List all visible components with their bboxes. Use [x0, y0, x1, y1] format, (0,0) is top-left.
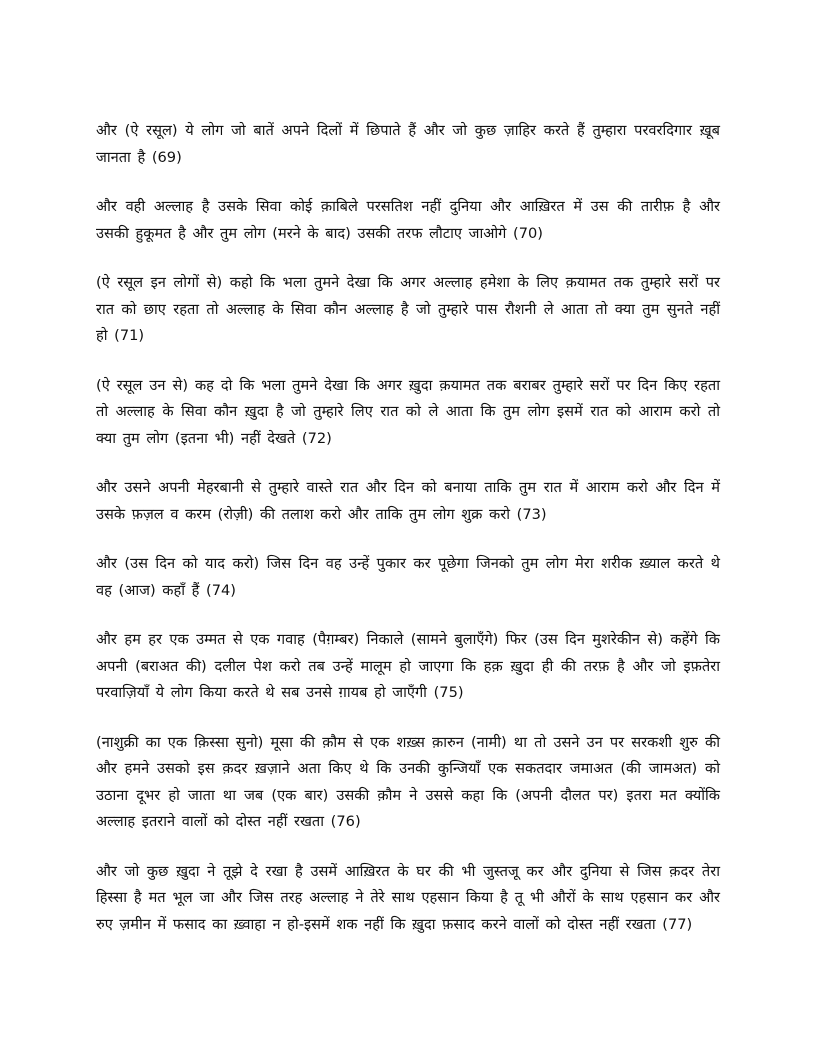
verse-69: और (ऐ रसूल) ये लोग जो बातें अपने दिलों में छिपाते हैं और जो कुछ ज़ाहिर करते हैं तुम्हारा परवरदिगार ख़ूब जानता है (69)	[96, 122, 720, 166]
verse-72: (ऐ रसूल उन से) कह दो कि भला तुमने देखा कि अगर ख़ुदा क़यामत तक बराबर तुम्हारे सरों पर दिन किए रहता तो अल्लाह के सिवा कौन ख़ुदा है जो तुम्हारे लिए रात को ले आता कि तुम लोग इसमें रात को आराम करो तो क्या तुम लोग (इतना भी) नहीं देखते (72)	[96, 376, 720, 447]
verse-75: और हम हर एक उम्मत से एक गवाह (पैग़म्बर) निकाले (सामने बुलाएँगे) फिर (उस दिन मुशरेकीन से) कहेंगे कि अपनी (बराअत की) दलील पेश करो तब उन्हें मालूम हो जाएगा कि हक़ ख़ुदा ही की तरफ़ है और जो इफ़तेरा परवाज़ियाँ ये लोग किया करते थे सब उनसे ग़ायब हो जाएँगी (75)	[96, 631, 720, 701]
verse-74: और (उस दिन को याद करो) जिस दिन वह उन्हें पुकार कर पूछेगा जिनको तुम लोग मेरा शरीक ख़्याल करते थे वह (आज) कहाँ हैं (74)	[96, 555, 720, 599]
verse-71: (ऐ रसूल इन लोगों से) कहो कि भला तुमने देखा कि अगर अल्लाह हमेशा के लिए क़यामत तक तुम्हारे सरों पर रात को छाए रहता तो अल्लाह के सिवा कौन अल्लाह है जो तुम्हारे पास रौशनी ले आता तो क्या तुम सुनते नहीं हो (71)	[96, 274, 720, 344]
document-body	[96, 118, 720, 961]
verse-73: और उसने अपनी मेहरबानी से तुम्हारे वास्ते रात और दिन को बनाया ताकि तुम रात में आराम करो और दिन में उसके फ़ज़ल व करम (रोज़ी) की तलाश करो और ताकि तुम लोग शुक्र करो (73)	[96, 479, 720, 523]
verse-77: और जो कुछ ख़ुदा ने तूझे दे रखा है उसमें आख़िरत के घर की भी जुस्तजू कर और दुनिया से जिस क़दर तेरा हिस्सा है मत भूल जा और जिस तरह अल्लाह ने तेरे साथ एहसान किया है तू भी औरों के साथ एहसान कर और रुए ज़मीन में फसाद का ख़्वाहा न हो-इसमें शक नहीं कि ख़ुदा फ़साद करने वालों को दोस्त नहीं रखता (77)	[96, 862, 720, 933]
verse-70: और वही अल्लाह है उसके सिवा कोई क़ाबिले परसतिश नहीं दुनिया और आख़िरत में उस की तारीफ़ है और उसकी हुकूमत है और तुम लोग (मरने के बाद) उसकी तरफ लौटाए जाओगे (70)	[96, 198, 720, 242]
verse-76: (नाशुक्री का एक क़िस्सा सुनो) मूसा की क़ौम से एक शख़्स क़ारुन (नामी) था तो उसने उन पर सरकशी शुरु की और हमने उसको इस क़दर ख़ज़ाने अता किए थे कि उनकी कुन्जियाँ एक सकतदार जमाअत (की जामअत) को उठाना दूभर हो जाता था जब (एक बार) उसकी क़ौम ने उससे कहा कि (अपनी दौलत पर) इतरा मत क्योंकि अल्लाह इतराने वालों को दोस्त नहीं रखता (76)	[96, 733, 720, 830]
